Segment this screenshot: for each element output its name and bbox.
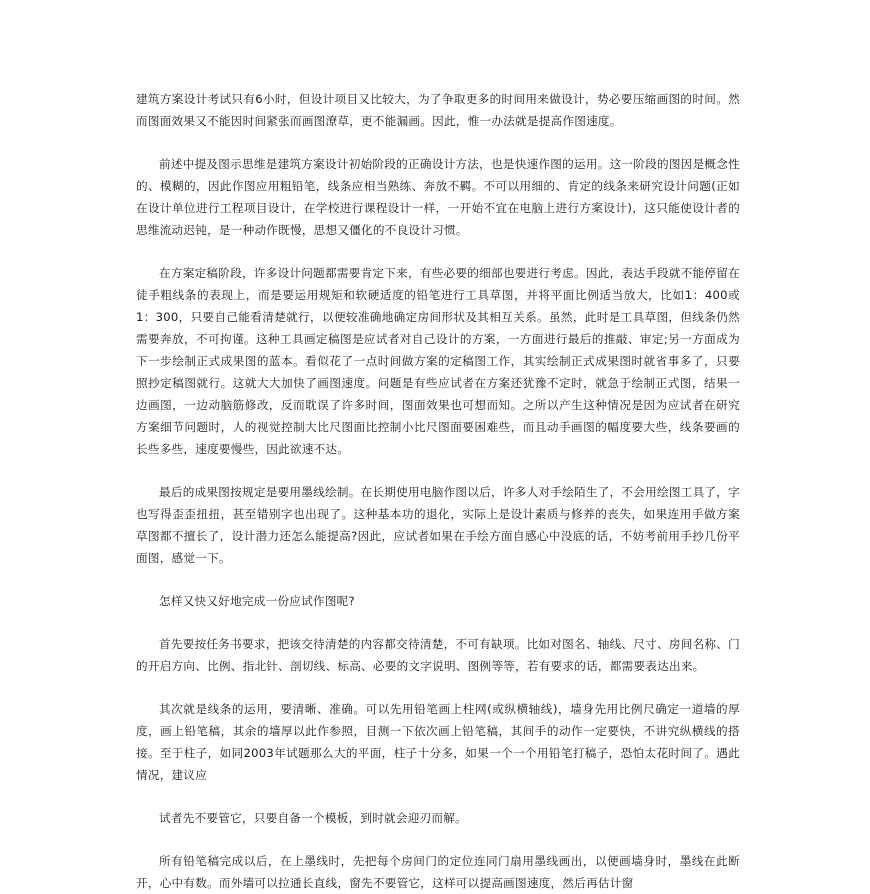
paragraph-1: 建筑方案设计考试只有6小时，但设计项目又比较大，为了争取更多的时间用来做设计，势必要压缩画图的时间。然而图面效果又不能因时间紧张而画图潦草，更不能漏画。因此，惟一办法就是提高作图速度。	[136, 92, 740, 128]
paragraph-2: 前述中提及图示思维是建筑方案设计初始阶段的正确设计方法，也是快速作图的运用。这一阶段的图因是概念性的、模糊的，因此作图应用粗铅笔，线条应相当熟练、奔放不羁。不可以用细的、肯定的线条来研究设计问题(正如在设计单位进行工程项目设计，在学校进行课程设计一样，一开始不宜在电脑上进行方案设计)，这只能使设计者的思维流动迟钝，是一种动作既慢，思想又僵化的不良设计习惯。	[136, 157, 740, 237]
paragraph-3: 在方案定稿阶段，许多设计问题都需要肯定下来，有些必要的细部也要进行考虑。因此，表达手段就不能停留在徒手粗线条的表现上，而是要运用规矩和软硬适度的铅笔进行工具草图，并将平面比例适当放大，比如1：400或1：300，只要自己能看清楚就行，以便较准确地确定房间形状及其相互关系。虽然，此时是工具草图，但线条仍然需要奔放，不可拘谨。这种工具画定稿图是应试者对自己设计的方案，一方面进行最后的推敲、审定;另一方面成为下一步绘制正式成果图的蓝本。看似花了一点时间做方案的定稿图工作，其实绘制正式成果图时就省事多了，只要照抄定稿图就行。这就大大加快了画图速度。问题是有些应试者在方案还犹豫不定时，就急于绘制正式图，结果一边画图，一边动脑筋修改，反而耽误了许多时间，图面效果也可想而知。之所以产生这种情况是因为应试者在研究方案细节问题时，人的视觉控制大比尺图面比控制小比尺图面要困难些，而且动手画图的幅度要大些，线条要画的长些多些，速度要慢些，因此欲速不达。	[136, 266, 740, 456]
paragraph-8: 试者先不要管它，只要自备一个模板，到时就会迎刃而解。	[159, 811, 467, 825]
paragraph-4: 最后的成果图按规定是要用墨线绘制。在长期使用电脑作图以后，许多人对手绘陌生了，不会用绘图工具了，字也写得歪歪扭扭，甚至错别字也出现了。这种基本功的退化，实际上是设计素质与修养的丧失，如果连用手做方案草图都不擅长了，设计潜力还怎么能提高?因此，应试者如果在手绘方面自感心中没底的话，不妨考前用手抄几份平面图，感觉一下。	[136, 485, 740, 565]
paragraph-9: 所有铅笔稿完成以后，在上墨线时，先把每个房间门的定位连同门扇用墨线画出，以便画墙身时，墨线在此断开，心中有数。而外墙可以拉通长直线，窗先不要管它，这样可以提高画图速度，然后再估计窗	[136, 854, 740, 890]
paragraph-5-question: 怎样又快又好地完成一份应试作图呢?	[159, 594, 355, 608]
document-body	[136, 88, 740, 894]
paragraph-6: 首先要按任务书要求，把该交待清楚的内容都交待清楚，不可有缺项。比如对图名、轴线、尺寸、房间名称、门的开启方向、比例、指北针、剖切线、标高、必要的文字说明、图例等等，若有要求的话，都需要表达出来。	[136, 637, 740, 673]
paragraph-7: 其次就是线条的运用，要清晰、准确。可以先用铅笔画上柱网(或纵横轴线)，墙身先用比例尺确定一道墙的厚度，画上铅笔稿，其余的墙厚以此作参照，目测一下依次画上铅笔稿，其间手的动作一定要快，不讲究纵横线的搭接。至于柱子，如同2003年试题那么大的平面，柱子十分多，如果一个一个用铅笔打稿子，恐怕太花时间了。遇此情况，建议应	[136, 702, 740, 782]
